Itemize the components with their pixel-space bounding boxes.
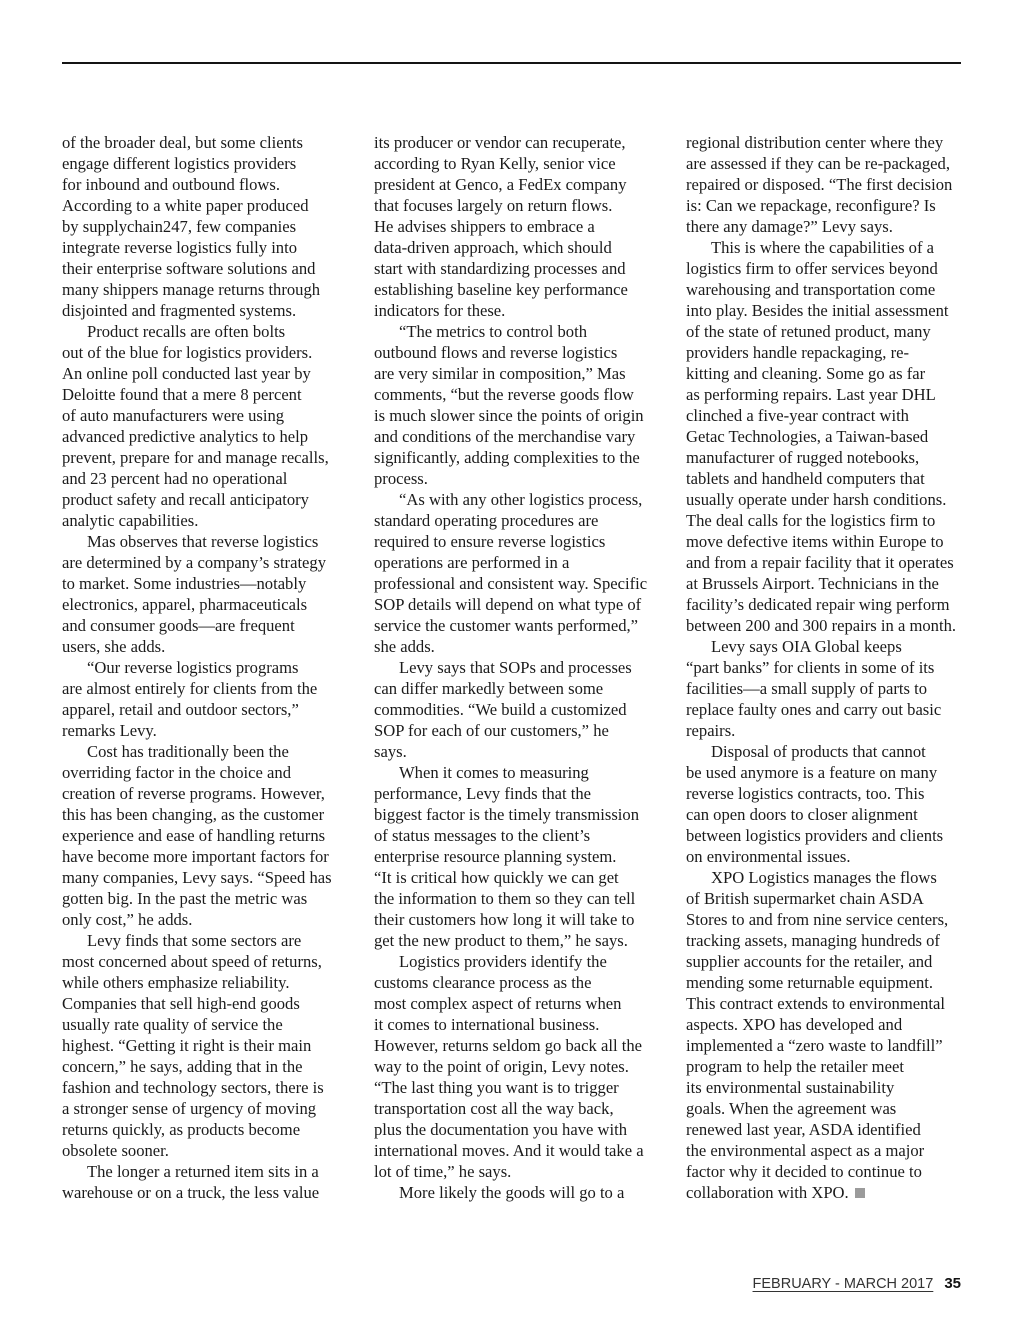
text-line: move defective items within Europe to [686,531,944,551]
text-line: between logistics providers and clients [686,825,944,845]
paragraph [686,237,966,636]
text-line: as performing repairs. Last year DHL [686,384,936,404]
text-line: standard operating procedures are [374,510,599,530]
text-line: its producer or vendor can recuperate, [374,132,626,152]
text-line: However, returns seldom go back all the [374,1035,642,1055]
text-line: enterprise resource planning system. [374,846,617,866]
text-line: commodities. “We build a customized [374,699,627,719]
text-line: its environmental sustainability [686,1077,895,1097]
text-line: of status messages to the client’s [374,825,591,845]
text-line: logistics firm to offer services beyond [686,258,938,278]
text-line: gotten big. In the past the metric was [62,888,308,908]
text-line: performance, Levy finds that the [374,783,592,803]
text-line: and from a repair facility that it operates [686,552,954,572]
text-line: biggest factor is the timely transmission [374,804,639,824]
text-line: goals. When the agreement was [686,1098,897,1118]
text-line: most concerned about speed of returns, [62,951,322,971]
text-line: many shippers manage returns through [62,279,321,299]
text-line: facility’s dedicated repair wing perform [686,594,950,614]
text-line: “As with any other logistics process, [399,489,643,509]
text-line: to market. Some industries—notably [62,573,307,593]
text-line: supplier accounts for the retailer, and [686,951,933,971]
text-line: overriding factor in the choice and [62,762,291,782]
text-line: program to help the retailer meet [686,1056,904,1076]
text-line: tablets and handheld computers that [686,468,925,488]
text-line: prevent, prepare for and manage recalls, [62,447,329,467]
text-line: returns quickly, as products become [62,1119,301,1139]
text-line: implemented a “zero waste to landfill” [686,1035,943,1055]
text-line: are assessed if they can be re-packaged, [686,153,950,173]
text-line: repairs. [686,720,736,740]
text-line: clinched a five-year contract with [686,405,909,425]
text-line: that focuses largely on return flows. [374,195,613,215]
text-line: aspects. XPO has developed and [686,1014,903,1034]
text-line: integrate reverse logistics fully into [62,237,298,257]
top-rule [62,62,961,64]
paragraph [62,930,342,1161]
text-line: “Our reverse logistics programs [87,657,299,677]
text-line: users, she adds. [62,636,166,656]
paragraph [62,321,342,531]
text-line: tracking assets, managing hundreds of [686,930,940,950]
article-column-2 [374,132,654,1203]
text-line: the environmental aspect as a major [686,1140,925,1160]
text-line: for inbound and outbound flows. [62,174,281,194]
text-line: out of the blue for logistics providers. [62,342,313,362]
text-line: electronics, apparel, pharmaceuticals [62,594,308,614]
text-line: data-driven approach, which should [374,237,612,257]
text-line: Getac Technologies, a Taiwan-based [686,426,929,446]
text-line: warehousing and transportation come [686,279,936,299]
text-line: kitting and cleaning. Some go as far [686,363,926,383]
text-line: highest. “Getting it right is their main [62,1035,312,1055]
text-line: are almost entirely for clients from the [62,678,318,698]
paragraph [62,741,342,930]
text-line: SOP details will depend on what type of [374,594,642,614]
paragraph [374,762,654,951]
text-line: at Brussels Airport. Technicians in the [686,573,939,593]
text-line: Stores to and from nine service centers, [686,909,949,929]
text-line: usually operate under harsh conditions. [686,489,947,509]
text-line: start with standardizing processes and [374,258,626,278]
text-line: can open doors to closer alignment [686,804,918,824]
text-line: concern,” he says, adding that in the [62,1056,303,1076]
paragraph [62,1161,342,1203]
text-line: Mas observes that reverse logistics [87,531,319,551]
text-line: Disposal of products that cannot [711,741,926,761]
text-line: He advises shippers to embrace a [374,216,595,236]
text-line: product safety and recall anticipatory [62,489,309,509]
article-column-3 [686,132,966,1203]
text-line: is much slower since the points of origin [374,405,644,425]
text-line: usually rate quality of service the [62,1014,283,1034]
paragraph [686,741,966,867]
text-line: plus the documentation you have with [374,1119,628,1139]
text-line: this has been changing, as the customer [62,804,325,824]
text-line: of the broader deal, but some clients [62,132,303,152]
text-line: is: Can we repackage, reconfigure? Is [686,195,936,215]
text-line: Levy says OIA Global keeps [711,636,902,656]
text-line: are determined by a company’s strategy [62,552,327,572]
paragraph [374,1182,654,1203]
text-line: apparel, retail and outdoor sectors,” [62,699,299,719]
text-line: only cost,” he adds. [62,909,193,929]
text-line: and 23 percent had no operational [62,468,288,488]
paragraph [374,132,654,321]
text-line: replace faulty ones and carry out basic [686,699,942,719]
end-of-article-icon [855,1188,865,1198]
text-line: XPO Logistics manages the flows [711,867,937,887]
text-line: required to ensure reverse logistics [374,531,606,551]
paragraph [686,636,966,741]
text-line: process. [374,468,428,488]
text-line: most complex aspect of returns when [374,993,622,1013]
text-line: Levy says that SOPs and processes [399,657,632,677]
text-line: providers handle repackaging, re- [686,342,909,362]
text-line: engage different logistics providers [62,153,297,173]
text-line: “The last thing you want is to trigger [374,1077,619,1097]
text-line: while others emphasize reliability. [62,972,290,992]
text-line: customs clearance process as the [374,972,592,992]
text-line: way to the point of origin, Levy notes. [374,1056,629,1076]
text-line: and conditions of the merchandise vary [374,426,636,446]
text-line: Logistics providers identify the [399,951,607,971]
paragraph [374,951,654,1182]
text-line: “part banks” for clients in some of its [686,657,935,677]
text-line: international moves. And it would take a [374,1140,644,1160]
text-line: advanced predictive analytics to help [62,426,309,446]
text-line: regional distribution center where they [686,132,944,152]
text-line: collaboration with XPO. [686,1182,966,1203]
paragraph [62,657,342,741]
text-line: When it comes to measuring [399,762,589,782]
paragraph [374,321,654,489]
text-line: there any damage?” Levy says. [686,216,893,236]
text-line: More likely the goods will go to a [399,1182,625,1202]
text-line: An online poll conducted last year by [62,363,311,383]
text-line: fashion and technology sectors, there is [62,1077,324,1097]
text-line: obsolete sooner. [62,1140,169,1160]
text-line: a stronger sense of urgency of moving [62,1098,317,1118]
text-line: have become more important factors for [62,846,329,866]
text-line: on environmental issues. [686,846,851,866]
text-line: get the new product to them,” he says. [374,930,628,950]
text-line: outbound flows and reverse logistics [374,342,618,362]
text-line: service the customer wants performed,” [374,615,639,635]
text-line: into play. Besides the initial assessment [686,300,949,320]
text-line: The longer a returned item sits in a [87,1161,319,1181]
text-line: Levy finds that some sectors are [87,930,302,950]
text-line: warehouse or on a truck, the less value [62,1182,320,1202]
text-line: According to a white paper produced [62,195,309,215]
page-footer [753,1274,961,1294]
text-line: “The metrics to control both [399,321,588,341]
text-line: establishing baseline key performance [374,279,628,299]
text-line: manufacturer of rugged notebooks, [686,447,920,467]
text-line: significantly, adding complexities to the [374,447,640,467]
text-line: creation of reverse programs. However, [62,783,325,803]
text-line: remarks Levy. [62,720,157,740]
text-line: it comes to international business. [374,1014,600,1034]
text-line: of British supermarket chain ASDA [686,888,924,908]
paragraph [62,531,342,657]
text-line: are very similar in composition,” Mas [374,363,626,383]
text-line: reverse logistics contracts, too. This [686,783,925,803]
text-line: The deal calls for the logistics firm to [686,510,936,530]
text-line: professional and consistent way. Specific [374,573,648,593]
text-line: of auto manufacturers were using [62,405,285,425]
text-line: operations are performed in a [374,552,570,572]
text-line: disjointed and fragmented systems. [62,300,297,320]
article-column-1 [62,132,342,1203]
text-line: according to Ryan Kelly, senior vice [374,153,616,173]
paragraph [686,867,966,1203]
text-line: renewed last year, ASDA identified [686,1119,921,1139]
text-line: This is where the capabilities of a [711,237,935,257]
page-number: 35 [944,1275,961,1292]
text-line: repaired or disposed. “The first decision [686,174,953,194]
text-line: be used anymore is a feature on many [686,762,938,782]
paragraph [686,132,966,237]
paragraph [374,489,654,657]
text-line: experience and ease of handling returns [62,825,326,845]
text-line: by supplychain247, few companies [62,216,297,236]
text-line: Cost has traditionally been the [87,741,289,761]
text-line: transportation cost all the way back, [374,1098,614,1118]
text-line: indicators for these. [374,300,506,320]
text-line: can differ markedly between some [374,678,604,698]
text-line: and consumer goods—are frequent [62,615,295,635]
text-line: factor why it decided to continue to [686,1161,922,1181]
text-line: says. [374,741,407,761]
text-line: many companies, Levy says. “Speed has [62,867,332,887]
text-line: president at Genco, a FedEx company [374,174,627,194]
text-line: between 200 and 300 repairs in a month. [686,615,957,635]
text-line: she adds. [374,636,435,656]
text-line: Deloitte found that a mere 8 percent [62,384,302,404]
text-line: SOP for each of our customers,” he [374,720,609,740]
text-line: “It is critical how quickly we can get [374,867,619,887]
text-line: the information to them so they can tell [374,888,636,908]
text-line: Product recalls are often bolts [87,321,286,341]
text-line: of the state of retuned product, many [686,321,931,341]
text-line: facilities—a small supply of parts to [686,678,928,698]
text-line: their enterprise software solutions and [62,258,316,278]
text-line: analytic capabilities. [62,510,199,530]
text-line: Companies that sell high-end goods [62,993,300,1013]
text-line: comments, “but the reverse goods flow [374,384,634,404]
paragraph [62,132,342,321]
text-line: This contract extends to environmental [686,993,945,1013]
paragraph [374,657,654,762]
issue-date: FEBRUARY - MARCH 2017 [752,1276,934,1292]
text-line: lot of time,” he says. [374,1161,512,1181]
text-line: their customers how long it will take to [374,909,635,929]
text-line: mending some returnable equipment. [686,972,933,992]
